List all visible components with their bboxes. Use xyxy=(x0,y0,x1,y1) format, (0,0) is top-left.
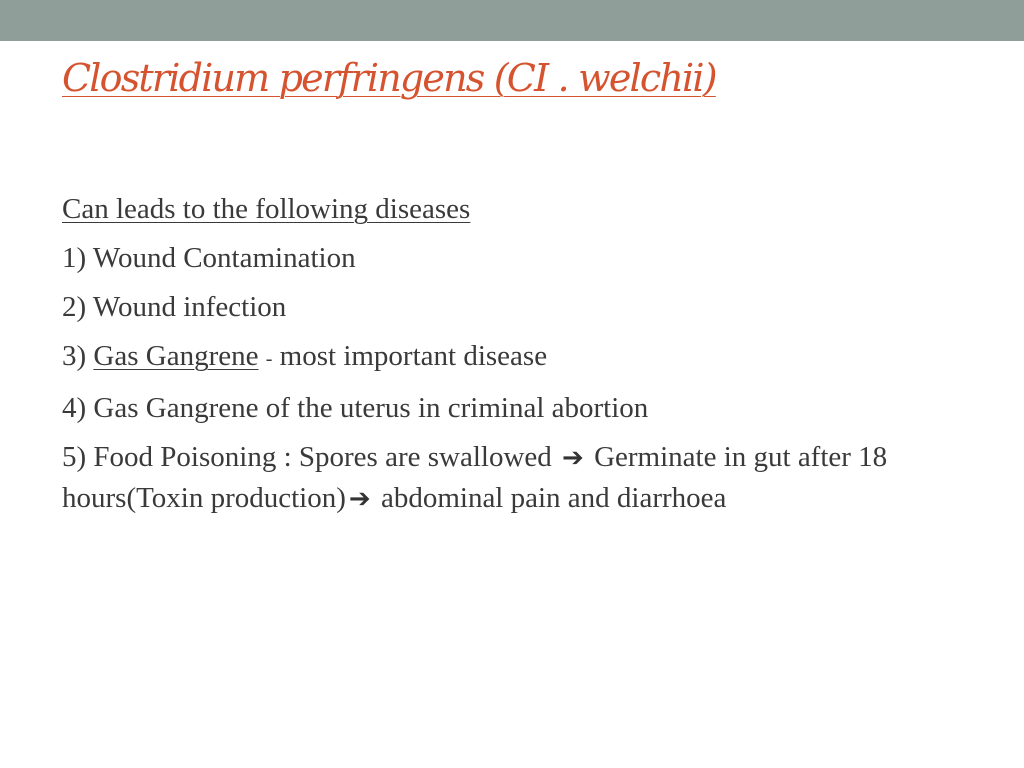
arrow-right-icon: ➔ xyxy=(348,484,371,514)
item-number: 1) xyxy=(62,242,87,274)
list-item-4 xyxy=(62,384,952,433)
item-text: Wound Contamination xyxy=(92,242,356,274)
slide-title: Clostridium perfringens (CI . welchii) xyxy=(62,56,716,100)
top-bar xyxy=(0,0,1024,41)
item-text: Gas Gangrene of the uterus in criminal abortion xyxy=(93,392,649,424)
slide-body xyxy=(62,185,952,519)
item-number: 4) xyxy=(62,392,87,424)
list-item-2 xyxy=(62,283,952,332)
item-dash: - xyxy=(265,348,273,370)
item-text: most important disease xyxy=(279,340,548,372)
item-text-part3: abdominal pain and diarrhoea xyxy=(380,482,727,514)
list-item-5 xyxy=(62,433,952,519)
item-number: 3) xyxy=(62,340,87,372)
item-text-part2: Germinate in gut after 18 hours(Toxin production) xyxy=(62,441,888,514)
item-number: 2) xyxy=(62,291,87,323)
arrow-right-icon: ➔ xyxy=(562,443,584,473)
item-number: 5) xyxy=(62,441,87,473)
list-item-3 xyxy=(62,332,952,384)
item-text: Wound infection xyxy=(92,291,287,323)
intro-text: Can leads to the following diseases xyxy=(62,193,471,225)
list-item-1 xyxy=(62,234,952,283)
item-text-part1: Food Poisoning : Spores are swallowed xyxy=(93,441,552,473)
gas-gangrene-link: Gas Gangrene xyxy=(93,340,259,372)
